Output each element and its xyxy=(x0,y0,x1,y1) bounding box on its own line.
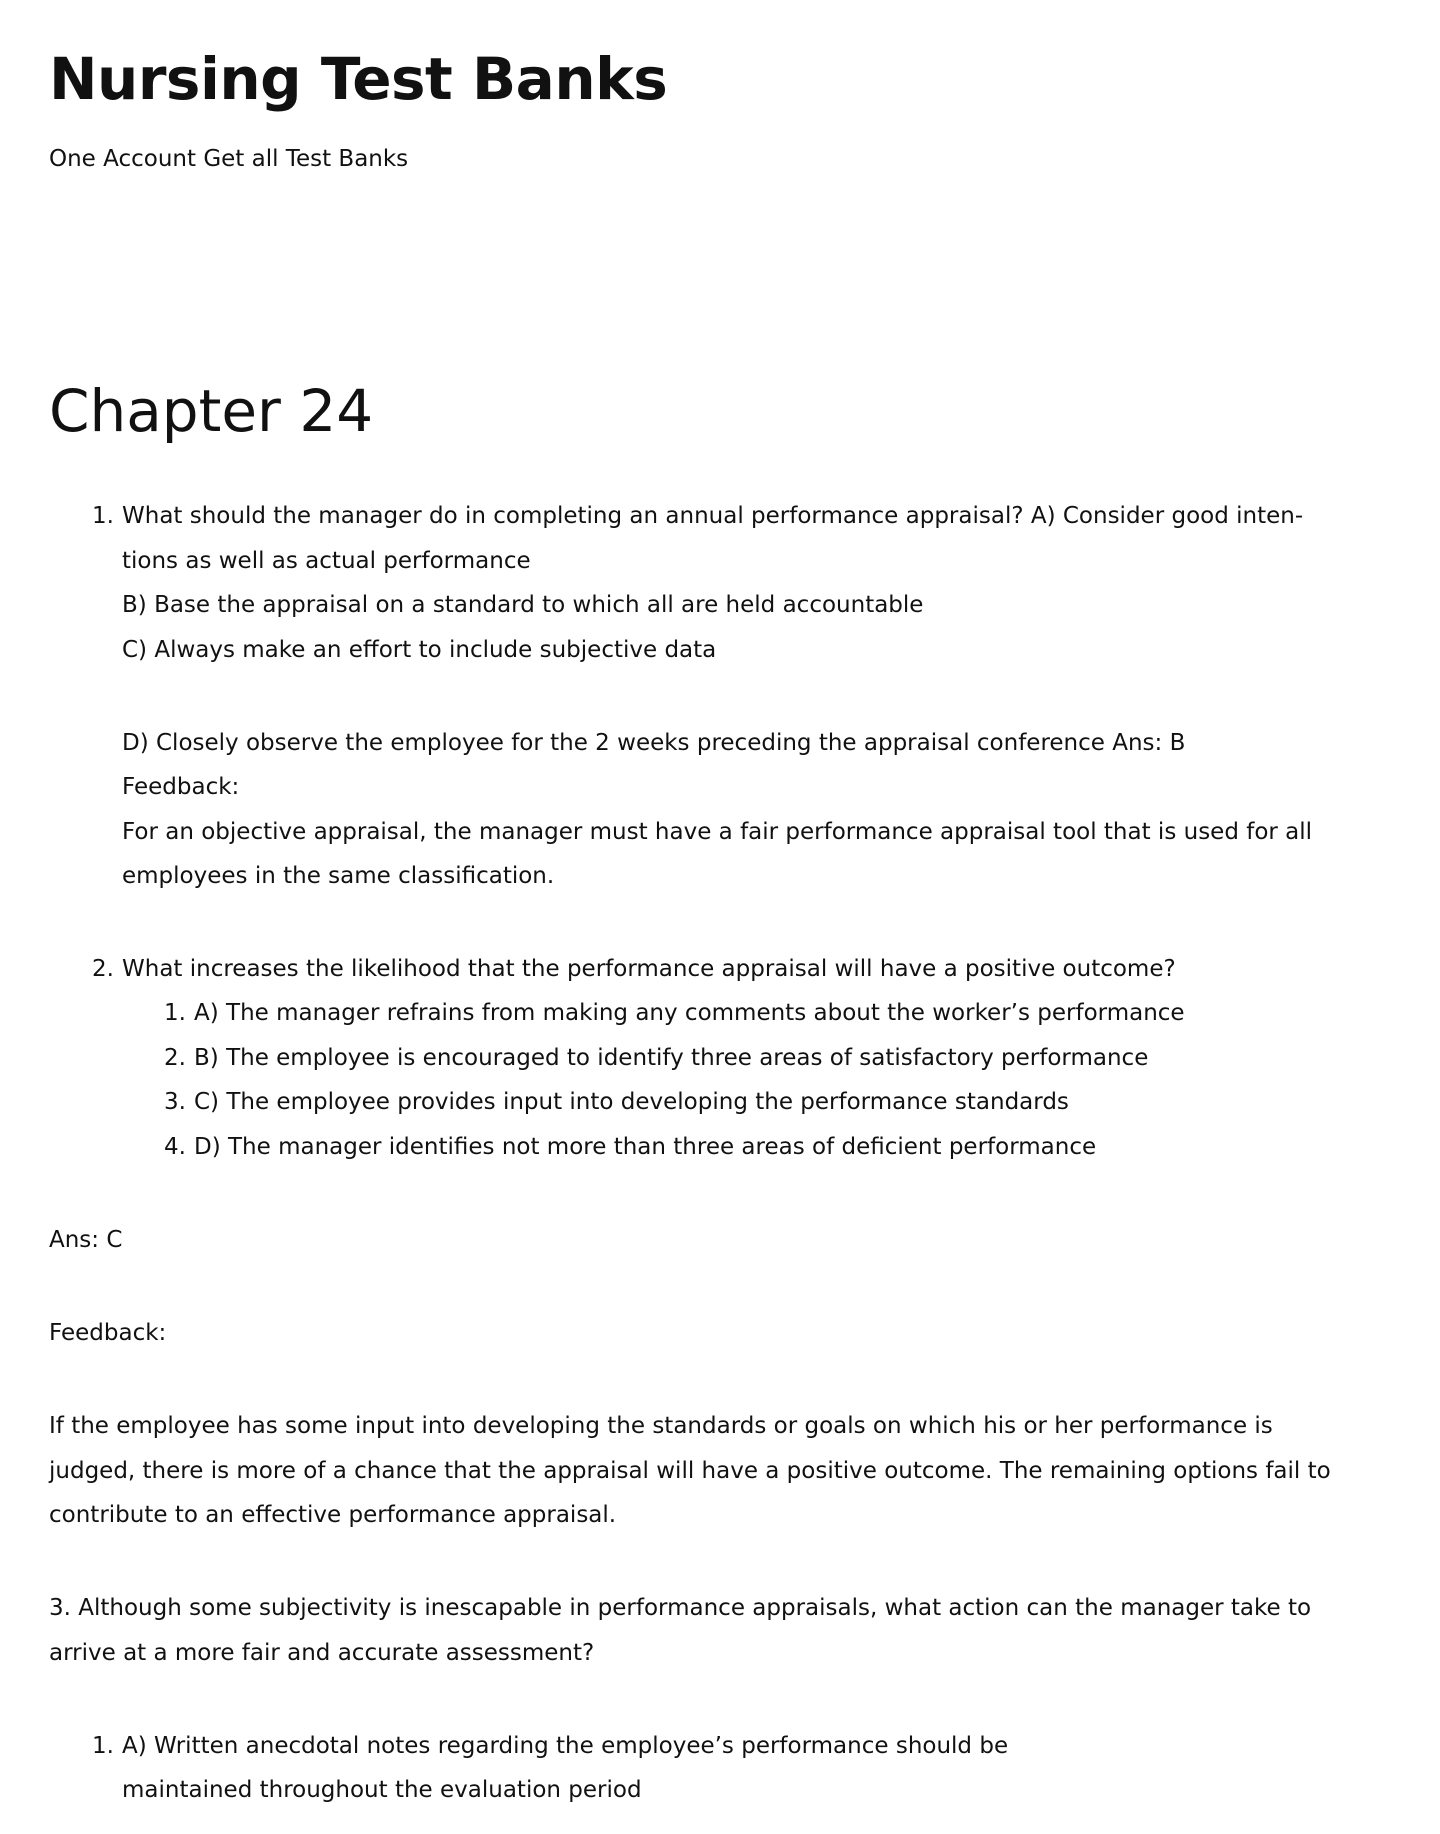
question-1-feedback-label: Feedback: xyxy=(122,774,240,800)
question-1-option-c: C) Always make an effort to include subjective data xyxy=(122,637,717,663)
question-3-line-1: 3. Although some subjectivity is inescapable in performance appraisals, what action can the manager take to xyxy=(49,1595,1312,1621)
question-2-text: What increases the likelihood that the performance appraisal will have a positive outcome? xyxy=(122,956,1176,982)
question-1-feedback-line-2: employees in the same classification. xyxy=(122,863,555,889)
question-1-option-b: B) Base the appraisal on a standard to which all are held accountable xyxy=(122,592,924,618)
question-2-option-b: B) The employee is encouraged to identify three areas of satisfactory performance xyxy=(194,1045,1149,1071)
question-3-line-2: arrive at a more fair and accurate assessment? xyxy=(49,1640,595,1666)
question-2-option-number: 4. xyxy=(164,1134,186,1160)
question-2-option-c: C) The employee provides input into developing the performance standards xyxy=(194,1089,1069,1115)
site-tagline: One Account Get all Test Banks xyxy=(49,146,409,172)
site-title: Nursing Test Banks xyxy=(49,45,668,113)
question-2-option-number: 1. xyxy=(164,1000,186,1026)
question-2-feedback-line-3: contribute to an effective performance appraisal. xyxy=(49,1502,617,1528)
question-3-option-a-line-2: maintained throughout the evaluation period xyxy=(122,1777,642,1803)
question-1-number: 1. xyxy=(92,503,114,529)
question-2-option-d: D) The manager identifies not more than three areas of deficient performance xyxy=(194,1134,1097,1160)
question-2-feedback-label: Feedback: xyxy=(49,1320,167,1346)
question-2-option-number: 3. xyxy=(164,1089,186,1115)
question-3-option-a-line-1: A) Written anecdotal notes regarding the employee’s performance should be xyxy=(122,1733,1009,1759)
question-2-number: 2. xyxy=(92,956,114,982)
question-1-line-2: tions as well as actual performance xyxy=(122,548,531,574)
question-1-feedback-line-1: For an objective appraisal, the manager must have a fair performance appraisal tool that is used for all xyxy=(122,819,1313,845)
question-1-line-1: What should the manager do in completing an annual performance appraisal? A) Consider good inten- xyxy=(122,503,1304,529)
question-1-option-d-answer: D) Closely observe the employee for the 2 weeks preceding the appraisal conference Ans: B xyxy=(122,730,1186,756)
question-2-answer: Ans: C xyxy=(49,1227,123,1253)
question-2-option-a: A) The manager refrains from making any comments about the worker’s performance xyxy=(194,1000,1185,1026)
question-3-option-number: 1. xyxy=(92,1733,114,1759)
chapter-title: Chapter 24 xyxy=(49,377,374,445)
question-2-feedback-line-1: If the employee has some input into developing the standards or goals on which his or her performance is xyxy=(49,1413,1273,1439)
question-2-feedback-line-2: judged, there is more of a chance that the appraisal will have a positive outcome. The remaining options fail to xyxy=(49,1458,1331,1484)
question-2-option-number: 2. xyxy=(164,1045,186,1071)
